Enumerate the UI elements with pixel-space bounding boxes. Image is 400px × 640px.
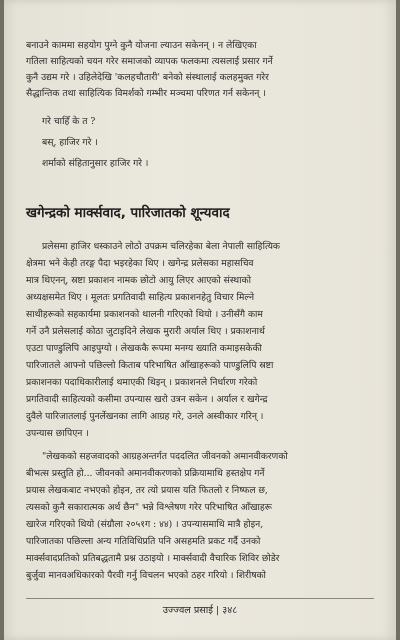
para2-line-9: प्रकाशनका पदाधिकारीलाई थमाएकी थिइन् । प्रकाशनले निर्धारण गरेको — [26, 377, 258, 388]
quote-line-3: प्रयास लेखकबाट नभएको होइन, तर त्यो प्रयास यति फितलो र निष्फल छ, — [26, 485, 268, 496]
dialogue-line-2: बस्, हाजिर गरे । — [42, 137, 98, 148]
para1-line-2: गतिला साहित्यको चयन गरेर समाजको व्यापक फलकमा त्यसलाई प्रसार गर्ने — [26, 56, 273, 67]
para2-line-8: पारिजातले आफ्नो पछिल्लो किताब परिभाषित आँखाहरूको पाण्डुलिपि स्रष्टा — [26, 360, 274, 371]
dialogue-line-1: गरे चाहिँ के त ? — [42, 116, 96, 127]
para2-line-11: दुवैले पारिजातलाई पुनर्लेखनका लागि आग्रह गरे, उनले अस्वीकार गरिन् । — [26, 411, 264, 422]
para2-line-2: क्षेत्रमा भने केही तरङ्ग पैदा भइरहेका थिए । खगेन्द्र प्रलेसका महासचिव — [26, 258, 254, 269]
quote-line-4: त्यसको कुनै सकारात्मक अर्थ छैन" भन्ने विश्लेषण गरेर परिभाषित आँखाहरू — [26, 502, 272, 513]
book-page — [4, 0, 396, 640]
para2-line-1: प्रलेसमा हाजिर धस्काउने लोठो उपक्रम चलिरहेका बेला नेपाली साहित्यिक — [42, 241, 280, 252]
para2-line-10: प्रगतिवादी साहित्यको कसीमा उपन्यास खरो उत्रन सकेन । अर्याल र खगेन्द्र — [26, 394, 268, 405]
quote-line-2: बीभत्स प्रस्तुति हो... जीवनको अमानवीकरणको प्रक्रियामाथि हस्तक्षेप गर्ने — [26, 468, 265, 479]
dialogue-line-3: शर्माको संहितानुसार हाजिर गरे । — [42, 158, 149, 169]
section-heading: खगेन्द्रको मार्क्सवाद, पारिजातको शून्यवाद — [26, 205, 230, 221]
para2-line-5: साथीहरूको सहकार्यमा प्रकाशनको थालनी गरिएको थियो । उनीसँगै काम — [26, 309, 263, 320]
para1-line-4: सैद्धान्तिक तथा साहित्यिक विमर्शको गम्भीर मञ्चमा परिणत गर्न सकेनन् । — [26, 88, 266, 99]
para1-line-3: कुनै उद्यम गरे । उहिलेदेखि 'कलहचौतारी' बनेको संस्थालाई कलहमुक्त गरेर — [26, 72, 269, 83]
quote-line-8: बुर्जुवा मानवअधिकारको पैरवी गर्नु विचलन भएको ठहर गरियो । शिरीषको — [26, 570, 266, 581]
para2-line-12: उपन्यास छापिएन । — [26, 428, 89, 439]
para2-line-6: गर्ने उनै प्रलेसलाई कोठा जुटाइदिने लेखक मुरारी अर्याल थिए । प्रकाशनार्थ — [26, 326, 265, 337]
footer-divider — [26, 598, 374, 599]
para2-line-4: अध्यक्षसमेत थिए । मूलतः प्रगतिवादी साहित्य प्रकाशनहेतु विचार मिल्ने — [26, 292, 255, 303]
page-footer: उज्ज्वल प्रसाई | ३४८ — [162, 605, 238, 616]
para2-line-3: मात्र थिएनन्, स्रष्टा प्रकाशन नामक छोटो आयु लिएर आएको संस्थाको — [26, 275, 251, 286]
para2-line-7: एउटा पाण्डुलिपि आइपुग्यो । लेखककै रूपमा मनग्य ख्याति कमाइसकेकी — [26, 343, 262, 354]
para1-line-1: बनाउने काममा सहयोग पुग्ने कुनै योजना ल्याउन सकेनन् । न लेखिएका — [26, 40, 257, 51]
quote-line-7: मार्क्सवादप्रतिको प्रतिबद्धतामै प्रश्न उठाइयो । मार्क्सवादी वैचारिक शिविर छोडेर — [26, 553, 280, 564]
quote-line-1: "लेखकको सहजवादको आग्रहअन्तर्गत पददलित जीवनको अमानवीकरणको — [42, 451, 288, 462]
quote-line-5: खारेज गरिएको थियो (संग्रौला २०५१ग : ४४) । उपन्यासमाथि मात्रै होइन, — [26, 519, 264, 530]
quote-line-6: पारिजातका पछिल्ला अन्य गतिविधिप्रति पनि असहमति प्रकट गर्दै उनको — [26, 536, 261, 547]
